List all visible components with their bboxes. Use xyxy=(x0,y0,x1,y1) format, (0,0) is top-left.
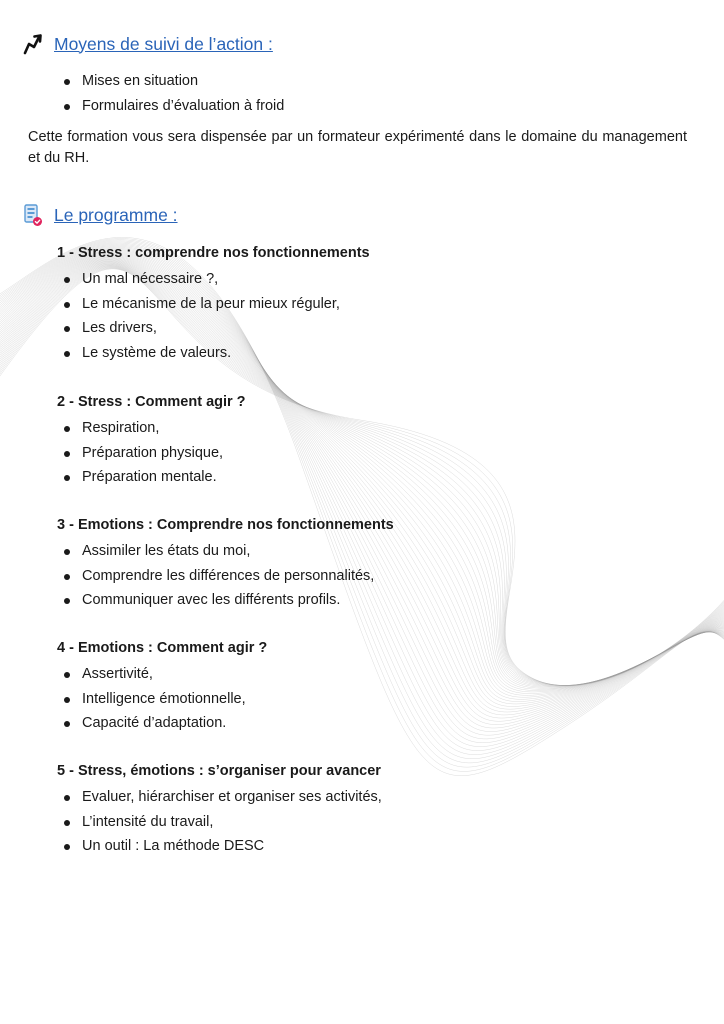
programme-title: Le programme : xyxy=(54,204,178,225)
list-item: Comprendre les différences de personnalités, xyxy=(64,564,374,589)
list-item: Les drivers, xyxy=(64,316,340,341)
list-item: Le mécanisme de la peur mieux réguler, xyxy=(64,292,340,317)
list-item: Un mal nécessaire ?, xyxy=(64,267,340,292)
list-item: Mises en situation xyxy=(64,69,284,94)
list-item: Le système de valeurs. xyxy=(64,341,340,366)
list-item: Assimiler les états du moi, xyxy=(64,539,374,564)
trend-arrow-icon xyxy=(22,32,44,56)
list-item: Capacité d’adaptation. xyxy=(64,711,246,736)
list-item: Un outil : La méthode DESC xyxy=(64,834,382,859)
intro-paragraph: Cette formation vous sera dispensée par un formateur expérimenté dans le domaine du management et du RH. xyxy=(28,129,687,166)
section-title: 5 - Stress, émotions : s’organiser pour avancer xyxy=(57,763,381,779)
section-title: 3 - Emotions : Comprendre nos fonctionnements xyxy=(57,517,394,533)
section-list xyxy=(64,785,382,859)
section-title: 4 - Emotions : Comment agir ? xyxy=(57,640,268,656)
suivi-heading xyxy=(22,32,273,56)
section-title: 1 - Stress : comprendre nos fonctionnements xyxy=(57,245,370,261)
list-item: Communiquer avec les différents profils. xyxy=(64,588,374,613)
list-item: L’intensité du travail, xyxy=(64,810,382,835)
suivi-title: Moyens de suivi de l’action : xyxy=(54,33,273,54)
section-list xyxy=(64,267,340,366)
list-item: Assertivité, xyxy=(64,662,246,687)
section-list xyxy=(64,416,223,490)
checklist-icon xyxy=(22,203,44,227)
suivi-list xyxy=(64,69,284,118)
list-item: Préparation physique, xyxy=(64,441,223,466)
list-item: Formulaires d’évaluation à froid xyxy=(64,94,284,119)
list-item: Respiration, xyxy=(64,416,223,441)
list-item: Intelligence émotionnelle, xyxy=(64,687,246,712)
list-item: Evaluer, hiérarchiser et organiser ses activités, xyxy=(64,785,382,810)
list-item: Préparation mentale. xyxy=(64,465,223,490)
section-list xyxy=(64,662,246,736)
programme-heading xyxy=(22,203,178,227)
section-title: 2 - Stress : Comment agir ? xyxy=(57,394,246,410)
section-list xyxy=(64,539,374,613)
